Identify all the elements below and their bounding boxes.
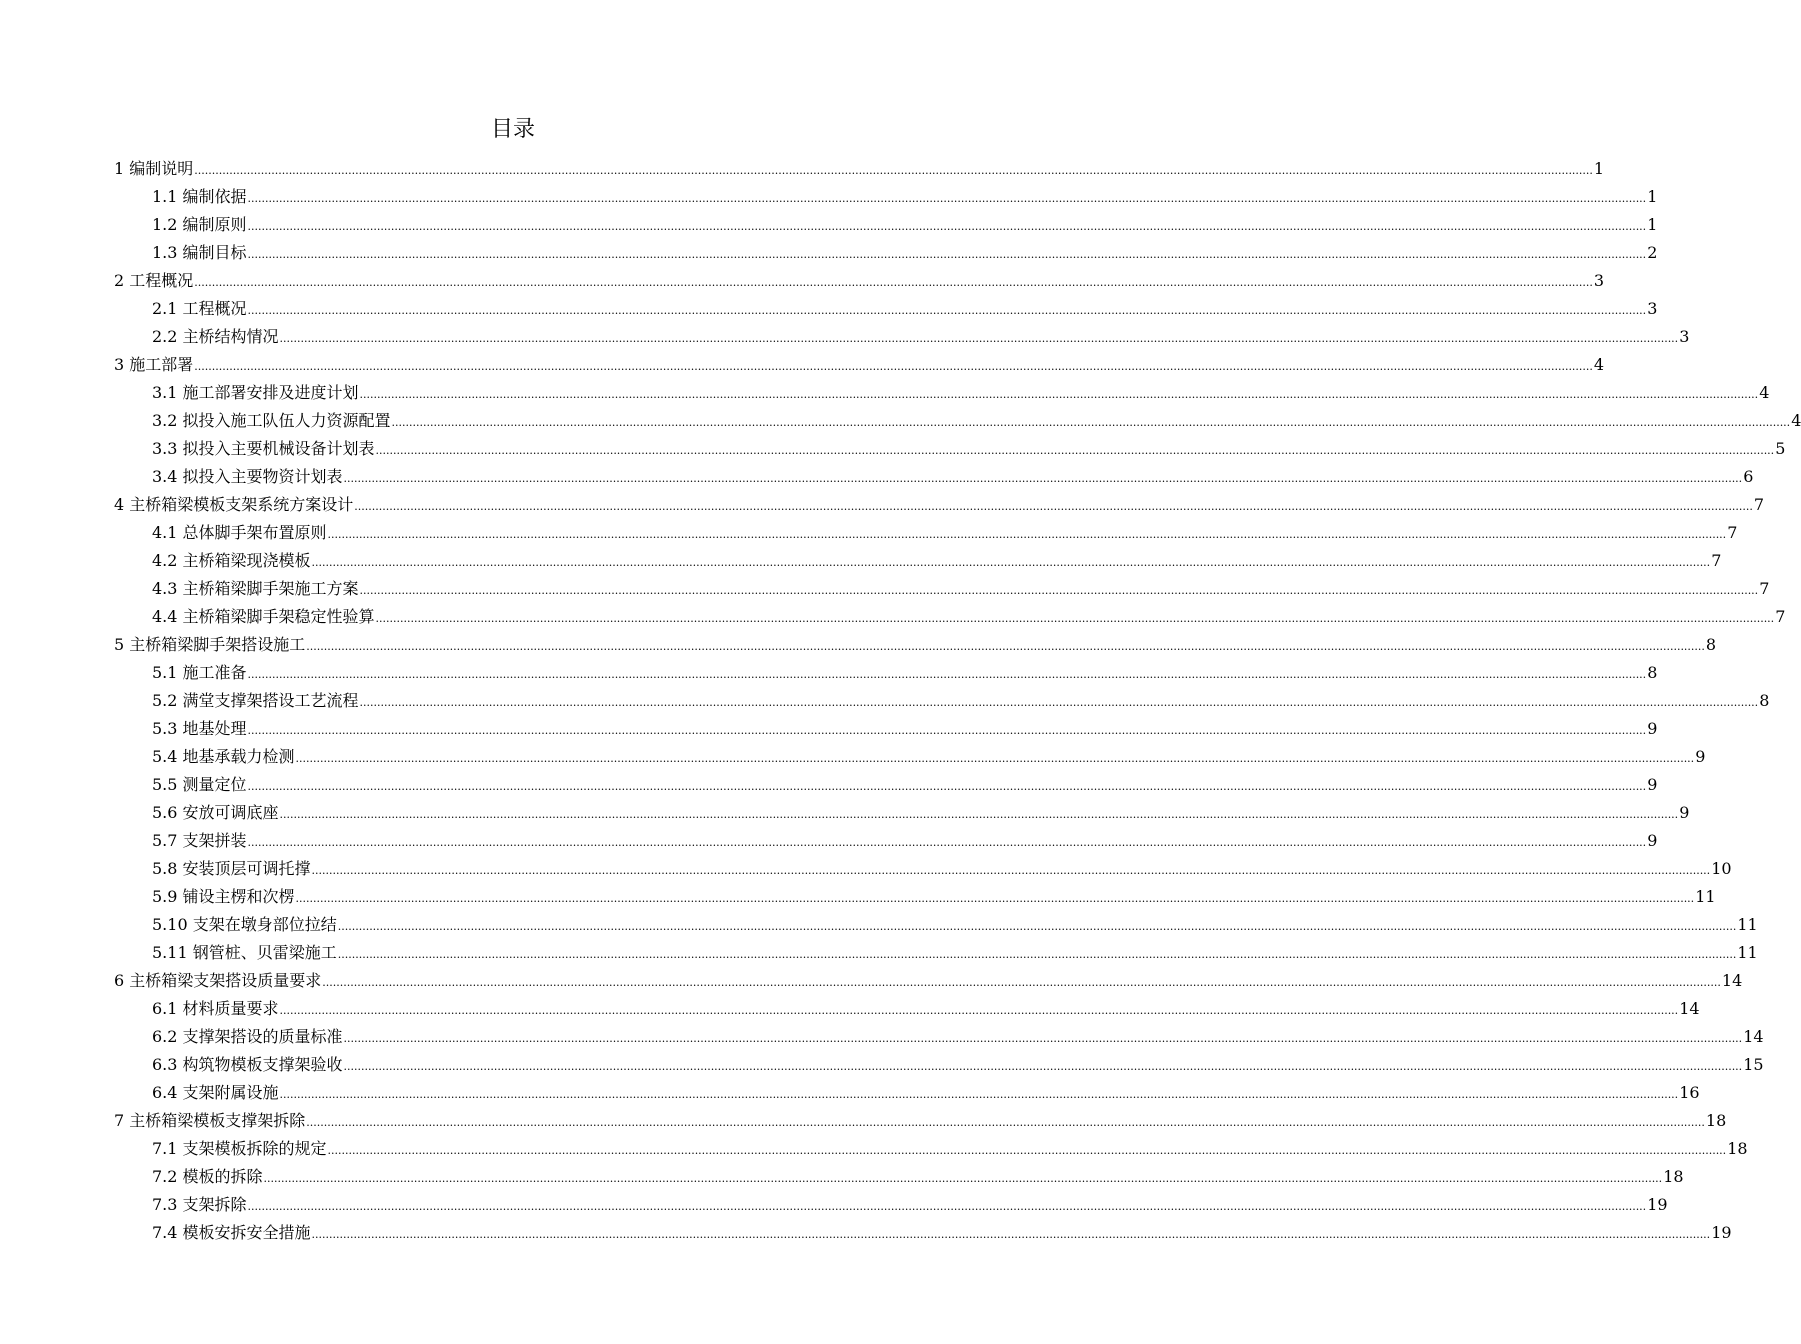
toc-entry-label: 5.5 测量定位 — [152, 775, 247, 794]
toc-dot-leader: ................................................................................................................................................................................................................................................................................................................................................................................................................ — [194, 276, 1593, 289]
toc-dot-leader: ................................................................................................................................................................................................................................................................................................................................................................................................................ — [375, 612, 1775, 625]
toc-entry-section[interactable] — [114, 883, 1716, 911]
toc-entry-page-number: 9 — [1647, 775, 1658, 794]
toc-entry-page-number: 11 — [1695, 887, 1716, 906]
toc-entry-section[interactable] — [114, 687, 1770, 715]
toc-entry-label: 7.1 支架模板拆除的规定 — [152, 1139, 327, 1158]
toc-entry-label: 5.3 地基处理 — [152, 719, 247, 738]
toc-title: 目录 — [490, 117, 535, 142]
toc-entry-section[interactable] — [114, 939, 1758, 967]
toc-entry-page-number: 16 — [1679, 1083, 1700, 1102]
toc-dot-leader: ................................................................................................................................................................................................................................................................................................................................................................................................................ — [343, 472, 1743, 485]
toc-dot-leader: ................................................................................................................................................................................................................................................................................................................................................................................................................ — [391, 416, 1791, 429]
toc-entry-page-number: 9 — [1647, 719, 1658, 738]
toc-entry-chapter[interactable] — [114, 267, 1605, 295]
toc-entry-label: 4.1 总体脚手架布置原则 — [152, 523, 327, 542]
toc-dot-leader: ................................................................................................................................................................................................................................................................................................................................................................................................................ — [327, 1144, 1727, 1157]
toc-entry-page-number: 2 — [1647, 243, 1658, 262]
toc-entry-chapter[interactable] — [114, 1107, 1727, 1135]
toc-entry-label: 4.4 主桥箱梁脚手架稳定性验算 — [152, 607, 375, 626]
toc-entry-section[interactable] — [114, 911, 1758, 939]
toc-dot-leader: ................................................................................................................................................................................................................................................................................................................................................................................................................ — [295, 752, 1695, 765]
toc-dot-leader: ................................................................................................................................................................................................................................................................................................................................................................................................................ — [327, 528, 1727, 541]
toc-entry-page-number: 19 — [1647, 1195, 1668, 1214]
toc-dot-leader: ................................................................................................................................................................................................................................................................................................................................................................................................................ — [343, 1060, 1743, 1073]
toc-dot-leader: ................................................................................................................................................................................................................................................................................................................................................................................................................ — [295, 892, 1695, 905]
toc-entry-page-number: 3 — [1593, 271, 1605, 290]
toc-dot-leader: ................................................................................................................................................................................................................................................................................................................................................................................................................ — [343, 1032, 1743, 1045]
toc-entry-page-number: 7 — [1775, 607, 1786, 626]
toc-entry-chapter[interactable] — [114, 155, 1605, 183]
toc-entry-section[interactable] — [114, 855, 1732, 883]
toc-entry-page-number: 1 — [1593, 159, 1605, 178]
toc-entry-page-number: 7 — [1727, 523, 1738, 542]
toc-entry-page-number: 10 — [1711, 859, 1732, 878]
toc-dot-leader: ................................................................................................................................................................................................................................................................................................................................................................................................................ — [337, 920, 1737, 933]
toc-entry-section[interactable] — [114, 435, 1786, 463]
toc-entry-chapter[interactable] — [114, 351, 1605, 379]
toc-entry-section[interactable] — [114, 995, 1700, 1023]
toc-dot-leader: ................................................................................................................................................................................................................................................................................................................................................................................................................ — [247, 1200, 1647, 1213]
toc-entry-section[interactable] — [114, 463, 1754, 491]
toc-entry-label: 5.1 施工准备 — [152, 663, 247, 682]
toc-entry-label: 7.3 支架拆除 — [152, 1195, 247, 1214]
toc-dot-leader: ................................................................................................................................................................................................................................................................................................................................................................................................................ — [247, 220, 1647, 233]
toc-entry-page-number: 8 — [1647, 663, 1658, 682]
toc-entry-section[interactable] — [114, 183, 1658, 211]
toc-dot-leader: ................................................................................................................................................................................................................................................................................................................................................................................................................ — [322, 976, 1721, 989]
toc-entry-section[interactable] — [114, 379, 1770, 407]
toc-entry-page-number: 9 — [1679, 803, 1690, 822]
toc-dot-leader: ................................................................................................................................................................................................................................................................................................................................................................................................................ — [375, 444, 1775, 457]
toc-entry-label: 5.11 钢管桩、贝雷梁施工 — [152, 943, 337, 962]
toc-list — [114, 155, 1801, 1247]
toc-entry-label: 1 编制说明 — [114, 159, 194, 178]
toc-entry-chapter[interactable] — [114, 631, 1717, 659]
toc-entry-label: 3.3 拟投入主要机械设备计划表 — [152, 439, 375, 458]
toc-entry-label: 6.3 构筑物模板支撑架验收 — [152, 1055, 343, 1074]
toc-entry-section[interactable] — [114, 239, 1658, 267]
toc-entry-page-number: 3 — [1647, 299, 1658, 318]
toc-entry-label: 5.8 安装顶层可调托撑 — [152, 859, 311, 878]
toc-entry-label: 5.9 铺设主楞和次楞 — [152, 887, 295, 906]
toc-entry-page-number: 1 — [1647, 215, 1658, 234]
toc-dot-leader: ................................................................................................................................................................................................................................................................................................................................................................................................................ — [279, 332, 1679, 345]
toc-entry-page-number: 11 — [1737, 943, 1758, 962]
toc-entry-section[interactable] — [114, 799, 1690, 827]
toc-dot-leader: ................................................................................................................................................................................................................................................................................................................................................................................................................ — [247, 836, 1647, 849]
toc-entry-label: 5 主桥箱梁脚手架搭设施工 — [114, 635, 306, 654]
toc-dot-leader: ................................................................................................................................................................................................................................................................................................................................................................................................................ — [279, 808, 1679, 821]
toc-entry-section[interactable] — [114, 575, 1770, 603]
toc-entry-label: 1.1 编制依据 — [152, 187, 247, 206]
toc-dot-leader: ................................................................................................................................................................................................................................................................................................................................................................................................................ — [311, 864, 1711, 877]
toc-entry-section[interactable] — [114, 323, 1690, 351]
toc-entry-label: 5.2 满堂支撑架搭设工艺流程 — [152, 691, 359, 710]
toc-dot-leader: ................................................................................................................................................................................................................................................................................................................................................................................................................ — [247, 192, 1647, 205]
toc-entry-page-number: 18 — [1705, 1111, 1727, 1130]
toc-dot-leader: ................................................................................................................................................................................................................................................................................................................................................................................................................ — [306, 640, 1705, 653]
toc-entry-label: 4 主桥箱梁模板支架系统方案设计 — [114, 495, 354, 514]
toc-entry-page-number: 14 — [1679, 999, 1700, 1018]
toc-dot-leader: ................................................................................................................................................................................................................................................................................................................................................................................................................ — [247, 668, 1647, 681]
toc-entry-page-number: 7 — [1711, 551, 1722, 570]
toc-entry-label: 6.2 支撑架搭设的质量标准 — [152, 1027, 343, 1046]
toc-entry-section[interactable] — [114, 1023, 1764, 1051]
toc-dot-leader: ................................................................................................................................................................................................................................................................................................................................................................................................................ — [247, 724, 1647, 737]
toc-entry-page-number: 1 — [1647, 187, 1658, 206]
toc-dot-leader: ................................................................................................................................................................................................................................................................................................................................................................................................................ — [194, 360, 1593, 373]
toc-entry-section[interactable] — [114, 659, 1658, 687]
toc-dot-leader: ................................................................................................................................................................................................................................................................................................................................................................................................................ — [279, 1004, 1679, 1017]
toc-dot-leader: ................................................................................................................................................................................................................................................................................................................................................................................................................ — [354, 500, 1753, 513]
toc-entry-section[interactable] — [114, 211, 1658, 239]
toc-entry-page-number: 4 — [1759, 383, 1770, 402]
toc-entry-section[interactable] — [114, 1135, 1748, 1163]
toc-entry-chapter[interactable] — [114, 967, 1743, 995]
toc-dot-leader: ................................................................................................................................................................................................................................................................................................................................................................................................................ — [359, 388, 1759, 401]
toc-entry-page-number: 18 — [1727, 1139, 1748, 1158]
toc-entry-page-number: 19 — [1711, 1223, 1732, 1242]
toc-entry-label: 3.1 施工部署安排及进度计划 — [152, 383, 359, 402]
toc-entry-label: 6.4 支架附属设施 — [152, 1083, 279, 1102]
toc-entry-page-number: 14 — [1743, 1027, 1764, 1046]
toc-entry-label: 5.6 安放可调底座 — [152, 803, 279, 822]
toc-dot-leader: ................................................................................................................................................................................................................................................................................................................................................................................................................ — [306, 1116, 1705, 1129]
toc-entry-page-number: 15 — [1743, 1055, 1764, 1074]
toc-entry-label: 3.4 拟投入主要物资计划表 — [152, 467, 343, 486]
toc-entry-label: 1.2 编制原则 — [152, 215, 247, 234]
toc-entry-section[interactable] — [114, 407, 1801, 435]
toc-entry-label: 5.4 地基承载力检测 — [152, 747, 295, 766]
toc-entry-label: 2.1 工程概况 — [152, 299, 247, 318]
toc-entry-label: 1.3 编制目标 — [152, 243, 247, 262]
toc-entry-section[interactable] — [114, 603, 1786, 631]
toc-dot-leader: ................................................................................................................................................................................................................................................................................................................................................................................................................ — [337, 948, 1737, 961]
toc-entry-section[interactable] — [114, 547, 1722, 575]
toc-dot-leader: ................................................................................................................................................................................................................................................................................................................................................................................................................ — [247, 780, 1647, 793]
toc-entry-chapter[interactable] — [114, 491, 1765, 519]
toc-entry-label: 5.10 支架在墩身部位拉结 — [152, 915, 337, 934]
toc-dot-leader: ................................................................................................................................................................................................................................................................................................................................................................................................................ — [311, 1228, 1711, 1241]
toc-entry-section[interactable] — [114, 1079, 1700, 1107]
toc-entry-section[interactable] — [114, 295, 1658, 323]
toc-entry-page-number: 5 — [1775, 439, 1786, 458]
toc-dot-leader: ................................................................................................................................................................................................................................................................................................................................................................................................................ — [279, 1088, 1679, 1101]
toc-entry-page-number: 9 — [1647, 831, 1658, 850]
toc-entry-section[interactable] — [114, 1163, 1684, 1191]
toc-dot-leader: ................................................................................................................................................................................................................................................................................................................................................................................................................ — [311, 556, 1711, 569]
toc-entry-page-number: 11 — [1737, 915, 1758, 934]
toc-dot-leader: ................................................................................................................................................................................................................................................................................................................................................................................................................ — [359, 584, 1759, 597]
toc-entry-page-number: 9 — [1695, 747, 1706, 766]
toc-entry-label: 7.4 模板安拆安全措施 — [152, 1223, 311, 1242]
toc-entry-section[interactable] — [114, 519, 1738, 547]
toc-entry-page-number: 7 — [1753, 495, 1765, 514]
toc-entry-section[interactable] — [114, 771, 1658, 799]
toc-entry-page-number: 4 — [1791, 411, 1801, 430]
toc-dot-leader: ................................................................................................................................................................................................................................................................................................................................................................................................................ — [263, 1172, 1663, 1185]
toc-entry-section[interactable] — [114, 1051, 1764, 1079]
toc-entry-page-number: 3 — [1679, 327, 1690, 346]
toc-entry-label: 3.2 拟投入施工队伍人力资源配置 — [152, 411, 391, 430]
toc-entry-label: 6 主桥箱梁支架搭设质量要求 — [114, 971, 322, 990]
toc-dot-leader: ................................................................................................................................................................................................................................................................................................................................................................................................................ — [247, 304, 1647, 317]
toc-entry-section[interactable] — [114, 1219, 1732, 1247]
toc-dot-leader: ................................................................................................................................................................................................................................................................................................................................................................................................................ — [359, 696, 1759, 709]
toc-entry-label: 6.1 材料质量要求 — [152, 999, 279, 1018]
toc-entry-section[interactable] — [114, 743, 1706, 771]
toc-entry-page-number: 4 — [1593, 355, 1605, 374]
toc-dot-leader: ................................................................................................................................................................................................................................................................................................................................................................................................................ — [194, 164, 1593, 177]
toc-entry-label: 4.2 主桥箱梁现浇模板 — [152, 551, 311, 570]
toc-entry-page-number: 8 — [1705, 635, 1717, 654]
toc-entry-page-number: 7 — [1759, 579, 1770, 598]
toc-entry-section[interactable] — [114, 827, 1658, 855]
toc-entry-page-number: 14 — [1721, 971, 1743, 990]
toc-entry-section[interactable] — [114, 1191, 1668, 1219]
toc-entry-page-number: 6 — [1743, 467, 1754, 486]
toc-dot-leader: ................................................................................................................................................................................................................................................................................................................................................................................................................ — [247, 248, 1647, 261]
toc-entry-label: 2 工程概况 — [114, 271, 194, 290]
toc-entry-section[interactable] — [114, 715, 1658, 743]
toc-entry-label: 2.2 主桥结构情况 — [152, 327, 279, 346]
toc-entry-page-number: 8 — [1759, 691, 1770, 710]
toc-entry-label: 7.2 模板的拆除 — [152, 1167, 263, 1186]
toc-entry-label: 4.3 主桥箱梁脚手架施工方案 — [152, 579, 359, 598]
toc-entry-label: 3 施工部署 — [114, 355, 194, 374]
toc-entry-label: 5.7 支架拼装 — [152, 831, 247, 850]
toc-entry-page-number: 18 — [1663, 1167, 1684, 1186]
toc-entry-label: 7 主桥箱梁模板支撑架拆除 — [114, 1111, 306, 1130]
